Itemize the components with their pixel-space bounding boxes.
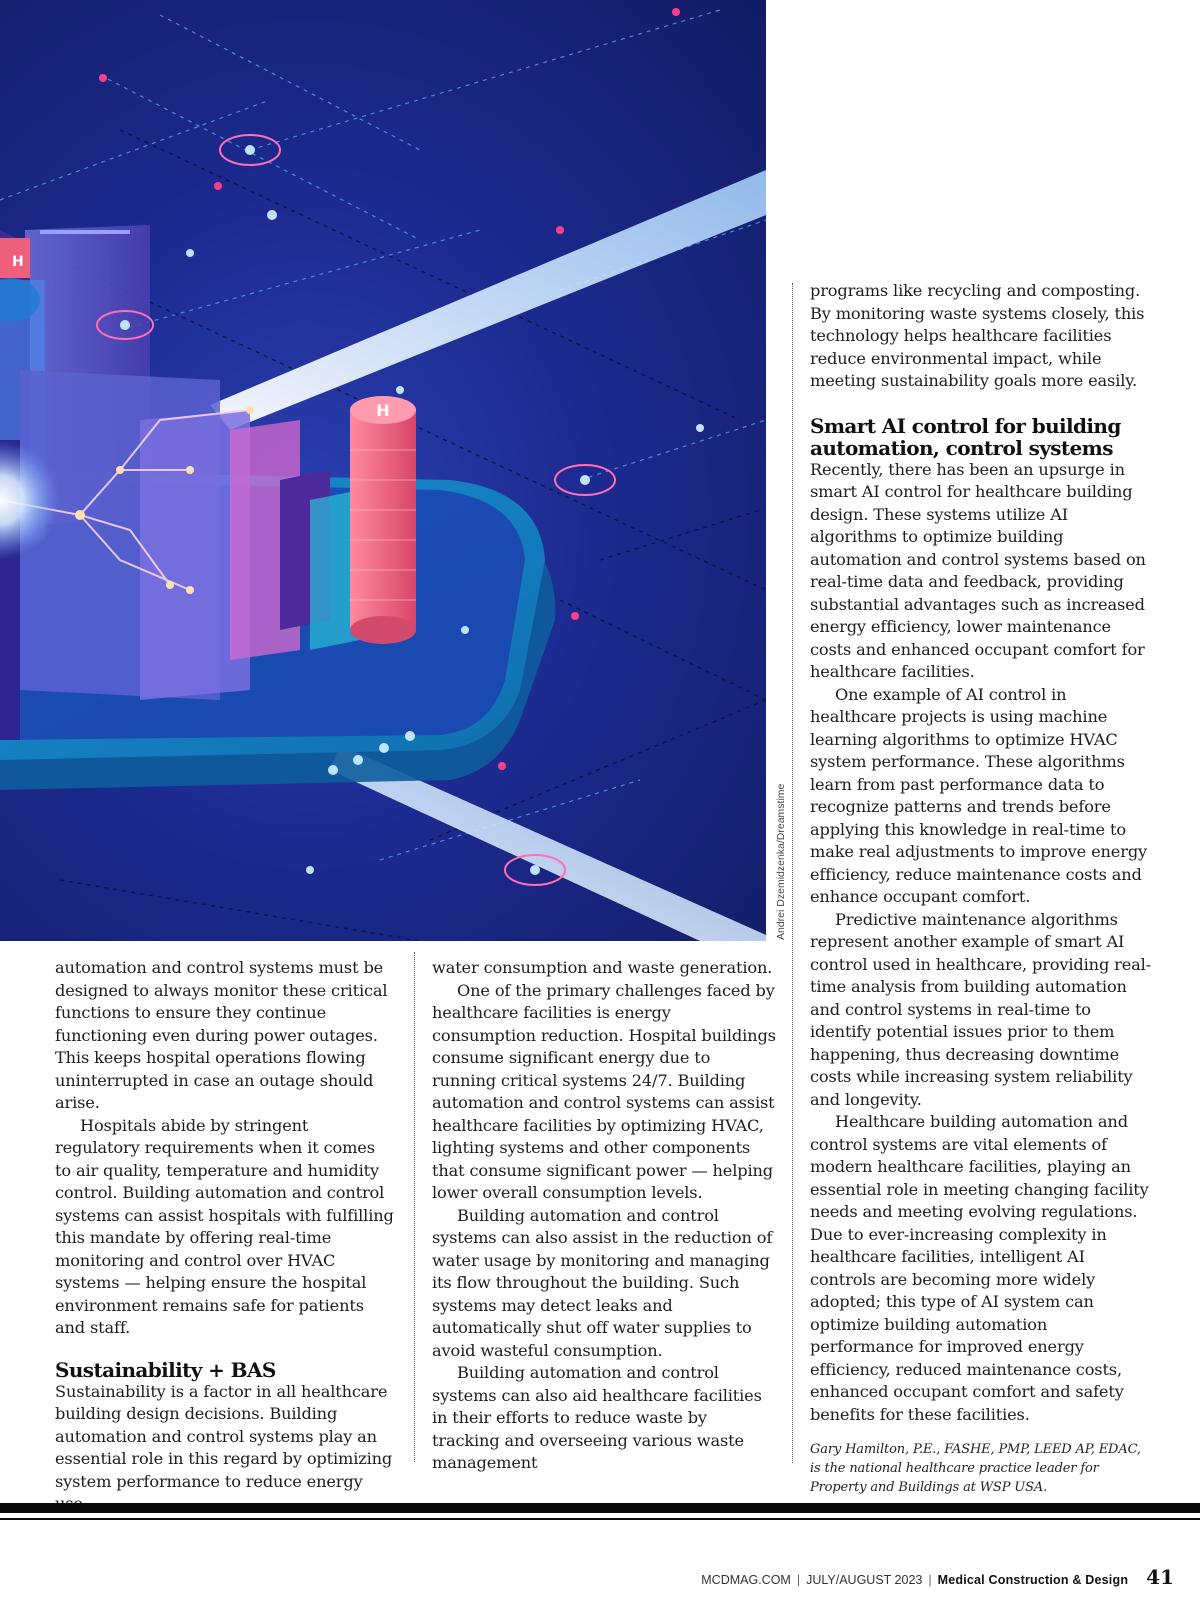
paragraph: One of the primary challenges faced by healthcare facilities is energy consumption reduction. Hospital buildings consume significant energy due to running critical systems 24/7. Building automation and control systems can assist healthcare facilities by optimizing HVAC, lighting systems and other components that consume significant power — helping lower overall consumption levels. bbox=[432, 980, 776, 1202]
svg-text:H: H bbox=[376, 401, 390, 420]
paragraph: Recently, there has been an upsurge in smart AI control for healthcare building design. These systems utilize AI algorithms to optimize building automation and control systems based on real-time data and feedback, providing substantial advantages such as increased energy efficiency, lower maintenance costs and enhanced occupant comfort for healthcare facilities. bbox=[810, 459, 1146, 681]
photo-credit: Andrei Dzemidzenka/Dreamstime bbox=[775, 783, 787, 940]
footer-rule-thin bbox=[0, 1518, 1200, 1520]
page-number: 41 bbox=[1146, 1565, 1174, 1589]
pink-tower-illustration bbox=[350, 396, 416, 644]
article-column-1 bbox=[55, 957, 395, 1516]
svg-text:H: H bbox=[12, 254, 24, 270]
paragraph: Building automation and control systems can also assist in the reduction of water usage by monitoring and managing its flow throughout the building. Such systems may detect leaks and automatically shut off water supplies to avoid wasteful consumption. bbox=[432, 1205, 773, 1360]
section-heading: Smart AI control for building automation, control systems bbox=[810, 413, 1121, 460]
hero-illustration bbox=[0, 0, 766, 941]
column-divider bbox=[792, 283, 793, 1463]
paragraph: automation and control systems must be designed to always monitor these critical functions to ensure they continue functioning even during power outages. This keeps hospital operations flowing uninterrupted in case an outage should arise. bbox=[55, 958, 388, 1112]
paragraph: Predictive maintenance algorithms represent another example of smart AI control used in healthcare, providing real-time analysis from building automation and control systems in real-time to identify potential issues prior to them happening, thus decreasing downtime costs while increasing system reliability and longevity. bbox=[810, 909, 1152, 1109]
footer-magazine-name: Medical Construction & Design bbox=[937, 1573, 1129, 1587]
paragraph: Healthcare building automation and control systems are vital elements of modern healthcare facilities, playing an essential role in meeting changing facility needs and meeting evolving regulations. Due to ever-increasing complexity in healthcare facilities, intelligent AI controls are becoming more widely adopted; this type of AI system can optimize building automation performance for improved energy efficiency, reduced maintenance costs, enhanced occupant comfort and safety benefits for these facilities. bbox=[810, 1112, 1149, 1424]
paragraph: Sustainability is a factor in all healthcare building design decisions. Building automation and control systems play an essential role in this regard by optimizing system performance to reduce energy bbox=[55, 1381, 393, 1491]
paragraph: Building automation and control systems can also aid healthcare facilities in their efforts to reduce waste by tracking and overseeing various waste management bbox=[432, 1363, 762, 1472]
article-column-3 bbox=[810, 280, 1155, 1497]
paragraph: water consumption and waste generation. bbox=[432, 958, 773, 977]
footer-separator: | bbox=[796, 1573, 801, 1587]
page-footer bbox=[701, 1565, 1174, 1591]
footer-separator: | bbox=[928, 1573, 932, 1587]
section-heading: Sustainability + BAS bbox=[55, 1357, 276, 1382]
article-column-2 bbox=[432, 957, 777, 1475]
author-bio: Gary Hamilton, P.E., FASHE, PMP, LEED AP, EDAC, is the national healthcare practice leader for Property and Buildings at WSP USA. bbox=[810, 1442, 1141, 1495]
paragraph: Hospitals abide by stringent regulatory requirements when it comes to air quality, temperature and humidity control. Building automation and control systems can assist hospitals with fulfilling this mandate by offering real-time monitoring and control over HVAC systems — helping ensure the hospital environment remains safe for patients and staff. bbox=[55, 1115, 394, 1337]
footer-issue: JULY/AUGUST 2023 bbox=[806, 1573, 923, 1587]
paragraph: programs like recycling and composting. By monitoring waste systems closely, this technology helps healthcare facilities reduce environmental impact, while meeting sustainability goals more easily. bbox=[810, 281, 1145, 390]
column-divider bbox=[414, 952, 415, 1462]
footer-site: MCDMAG.COM bbox=[701, 1573, 791, 1587]
paragraph: One example of AI control in healthcare projects is using machine learning algorithms to optimize HVAC system performance. These algorithms learn from past performance data to recognize patterns and trends before applying this knowledge in real-time to make real adjustments to improve energy efficiency, reduce maintenance costs and enhance occupant comfort. bbox=[810, 684, 1148, 906]
footer-rule-thick bbox=[0, 1503, 1200, 1513]
smart-city-artwork bbox=[0, 0, 766, 941]
